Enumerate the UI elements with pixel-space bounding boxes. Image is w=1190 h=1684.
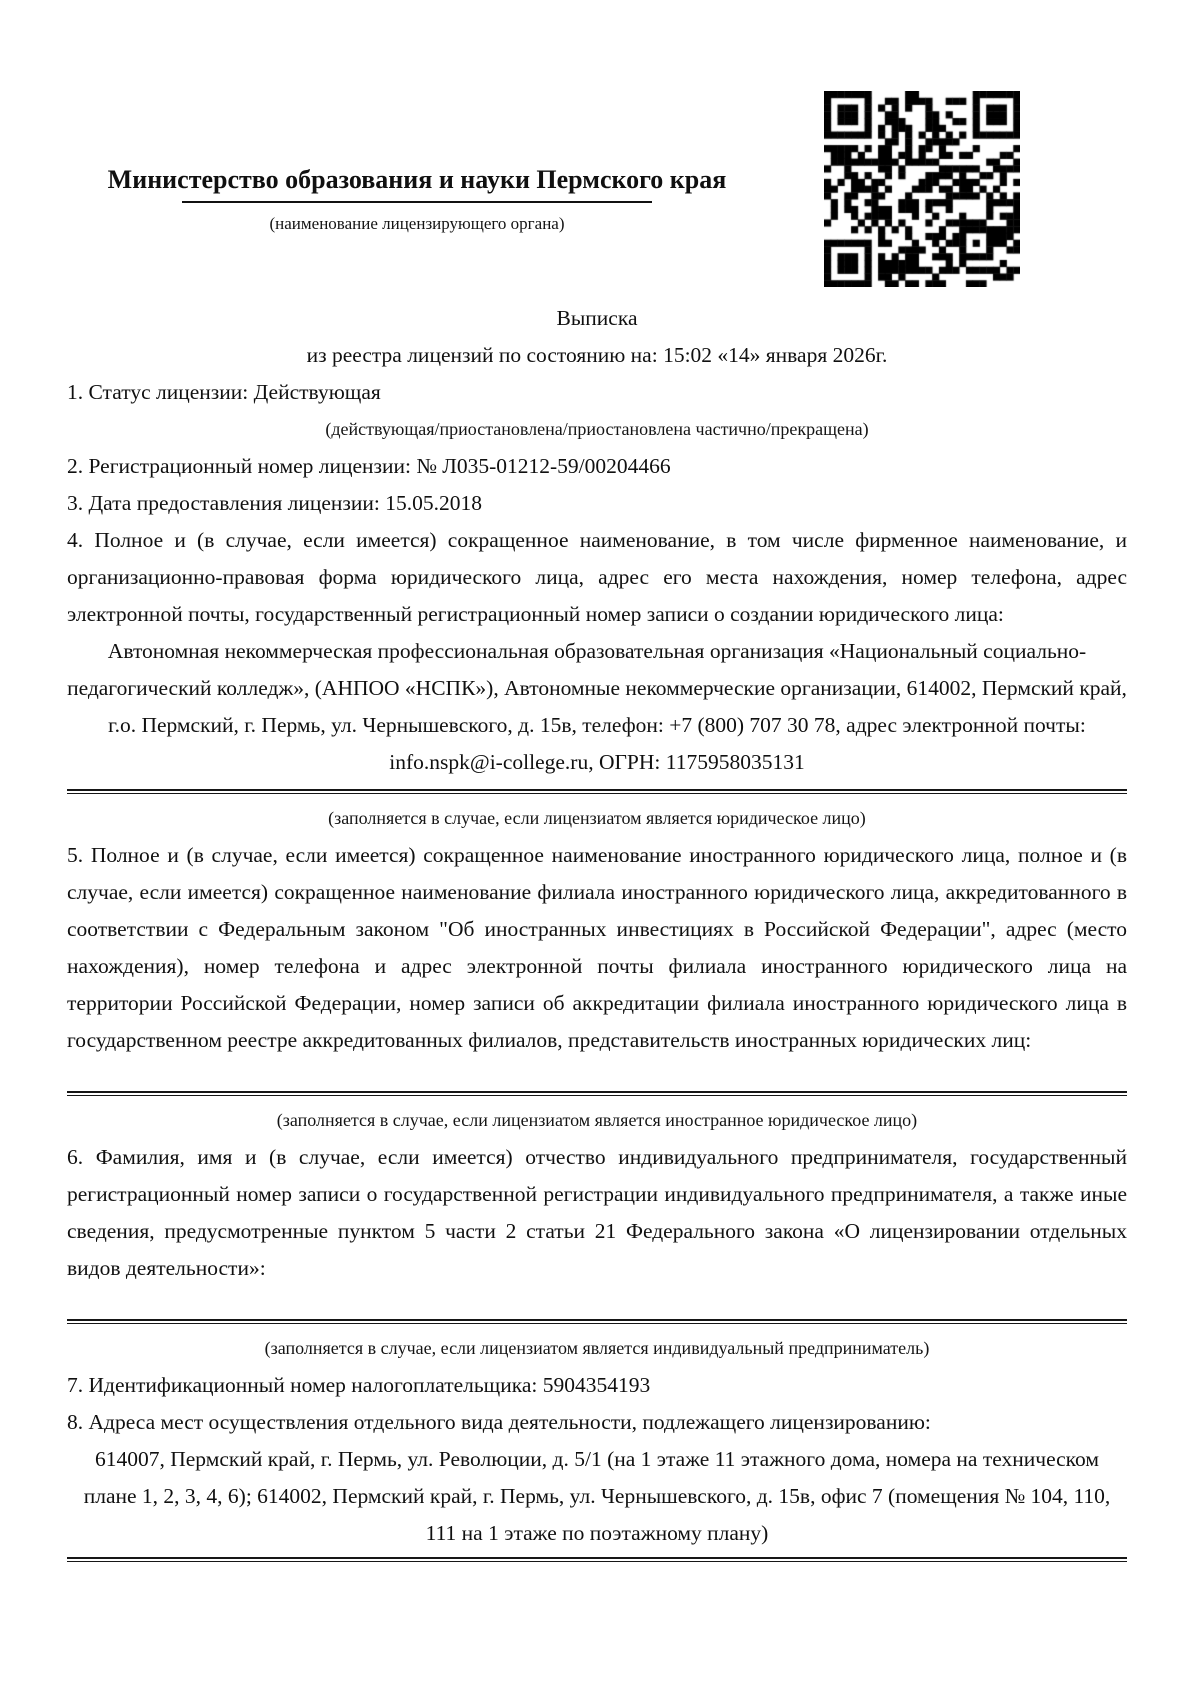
item-6-caption: (заполняется в случае, если лицензиатом является индивидуальный предприниматель) (264, 1338, 930, 1358)
item-4-legal-entity-heading: 4. Полное и (в случае, если имеется) сокращенное наименование, в том числе фирменное наименование, и организационно-правовая форма юридического лица, адрес его места нахождения, номер телефона, адрес электронной почты, государственный регистрационный номер записи о создании юридического лица: (67, 528, 1127, 626)
qr-code-icon (824, 91, 1020, 287)
item-1-status: 1. Статус лицензии: Действующая (67, 380, 381, 404)
document-title (67, 300, 1127, 374)
document-title-line1: Выписка (556, 306, 638, 330)
separator-line-after-item-6 (67, 1319, 1127, 1324)
document-header (67, 0, 1127, 300)
item-6-entrepreneur-heading: 6. Фамилия, имя и (в случае, если имеется) отчество индивидуального предпринимателя, государственный регистрационный номер записи о государственной регистрации индивидуального предпринимателя, а также иные сведения, предусмотренные пунктом 5 части 2 статьи 21 Федерального закона «О лицензировании отдельных видов деятельности»: (67, 1145, 1127, 1280)
document-title-line2: из реестра лицензий по состоянию на: 15:02 «14» января 2026г. (306, 343, 888, 367)
separator-line-after-item-4 (67, 789, 1127, 794)
separator-line-after-item-5 (67, 1091, 1127, 1096)
item-5-foreign-entity-heading: 5. Полное и (в случае, если имеется) сокращенное наименование иностранного юридического лица, полное и (в случае, если имеется) сокращенное наименование филиала иностранного юридического лица, аккредитованного в соответствии с Федеральным законом "Об иностранных инвестициях в Российской Федерации", адрес (место нахождения), номер телефона и адрес электронной почты филиала иностранного юридического лица на территории Российской Федерации, номер записи об аккредитации филиала иностранного юридического лица в государственном реестре аккредитованных филиалов, представительств иностранных юридических лиц: (67, 843, 1127, 1052)
item-5-caption: (заполняется в случае, если лицензиатом является иностранное юридическое лицо) (276, 1110, 918, 1130)
item-4-caption: (заполняется в случае, если лицензиатом является юридическое лицо) (328, 808, 866, 828)
item-8-addresses-value: 614007, Пермский край, г. Пермь, ул. Революции, д. 5/1 (на 1 этаже 11 этажного дома, номера на техническом плане 1, 2, 3, 4, 6); 614002, Пермский край, г. Пермь, ул. Чернышевского, д. 15в, офис 7 (помещения № 104, 110, 111 на 1 этаже по поэтажному плану) (83, 1447, 1111, 1545)
item-2-registration-number: 2. Регистрационный номер лицензии: № Л035-01212-59/00204466 (67, 454, 671, 478)
qr-code-canvas (824, 91, 1020, 287)
separator-line-bottom (67, 1557, 1127, 1562)
item-3-license-date: 3. Дата предоставления лицензии: 15.05.2018 (67, 491, 483, 515)
item-7-taxpayer-id: 7. Идентификационный номер налогоплательщика: 5904354193 (67, 1373, 651, 1397)
licensing-authority-block (67, 163, 767, 237)
item-8-addresses-heading: 8. Адреса мест осуществления отдельного вида деятельности, подлежащего лицензированию: (67, 1410, 931, 1434)
item-1-caption: (действующая/приостановлена/приостановлена частично/прекращена) (325, 419, 869, 439)
item-4-legal-entity-value: Автономная некоммерческая профессиональная образовательная организация «Национальный социально-педагогический колледж», (АНПОО «НСПК»), Автономные некоммерческие организации, 614002, Пермский край, г.о. Пермский, г. Пермь, ул. Чернышевского, д. 15в, телефон: +7 (800) 707 30 78, адрес электронной почты: info.nspk@i-college.ru, ОГРН: 1175958035131 (67, 639, 1127, 774)
licensing-authority-name: Министерство образования и науки Пермского края (107, 165, 727, 194)
licensing-authority-caption: (наименование лицензирующего органа) (269, 214, 565, 233)
authority-underline (182, 201, 652, 203)
